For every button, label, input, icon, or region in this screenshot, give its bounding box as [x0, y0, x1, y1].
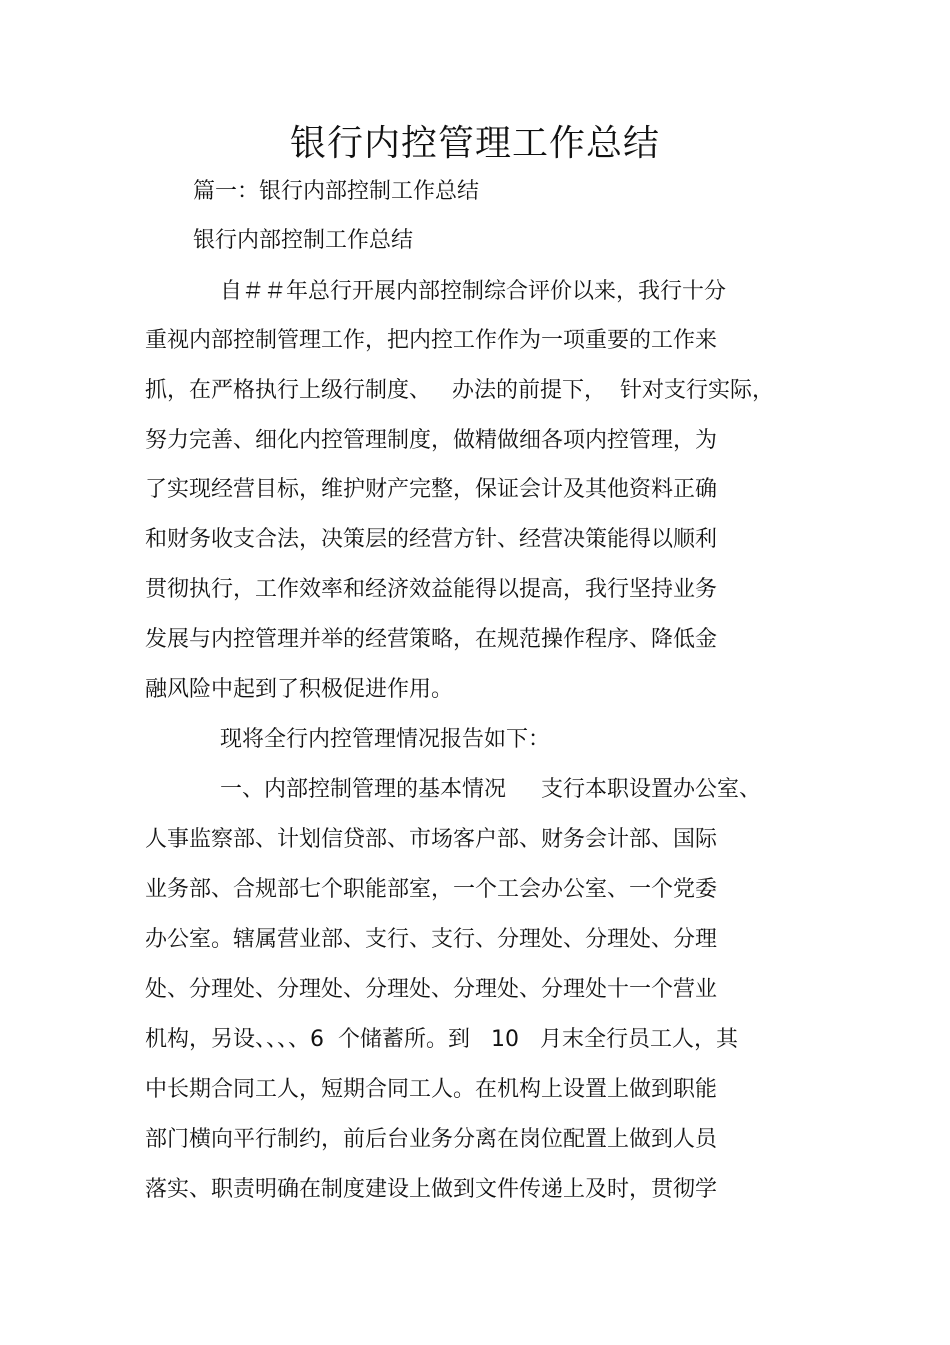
paragraph-line: 融风险中起到了积极促进作用。	[145, 677, 454, 702]
subheading-section: 银行内部控制工作总结	[193, 228, 414, 253]
section-heading-line: 一、内部控制管理的基本情况 支行本职设置办公室、	[220, 777, 761, 802]
paragraph-line: 部门横向平行制约，前后台业务分离在岗位配置上做到人员	[145, 1127, 718, 1152]
paragraph-line: 和财务收支合法，决策层的经营方针、经营决策能得以顺利	[145, 527, 718, 552]
paragraph-line: 贯彻执行，工作效率和经济效益能得以提高，我行坚持业务	[145, 577, 718, 602]
paragraph-line: 抓，在严格执行上级行制度、 办法的前提下， 针对支行实际，	[145, 378, 774, 403]
paragraph-line: 办公室。辖属营业部、支行、支行、分理处、分理处、分理	[145, 927, 718, 952]
paragraph-line: 落实、职责明确在制度建设上做到文件传递上及时，贯彻学	[145, 1177, 718, 1202]
paragraph-line: 自＃＃年总行开展内部控制综合评价以来，我行十分	[220, 279, 727, 304]
paragraph-line: 了实现经营目标，维护财产完整，保证会计及其他资料正确	[145, 477, 718, 502]
paragraph-line: 机构，另设、、、、6 个储蓄所。到 10 月末全行员工人，其	[145, 1027, 738, 1052]
paragraph-line: 业务部、合规部七个职能部室，一个工会办公室、一个党委	[145, 877, 718, 902]
document-title: 银行内控管理工作总结	[289, 123, 660, 164]
paragraph-line: 中长期合同工人，短期合同工人。在机构上设置上做到职能	[145, 1077, 718, 1102]
paragraph-line: 人事监察部、计划信贷部、市场客户部、财务会计部、国际	[145, 827, 718, 852]
paragraph-line: 处、分理处、分理处、分理处、分理处、分理处十一个营业	[145, 977, 718, 1002]
paragraph-line: 努力完善、细化内控管理制度，做精做细各项内控管理，为	[145, 428, 718, 453]
paragraph-line: 重视内部控制管理工作，把内控工作作为一项重要的工作来	[145, 328, 718, 353]
paragraph-line: 发展与内控管理并举的经营策略，在规范操作程序、降低金	[145, 627, 718, 652]
paragraph-line: 现将全行内控管理情况报告如下：	[220, 727, 551, 752]
subheading-part-one: 篇一：银行内部控制工作总结	[193, 179, 480, 204]
